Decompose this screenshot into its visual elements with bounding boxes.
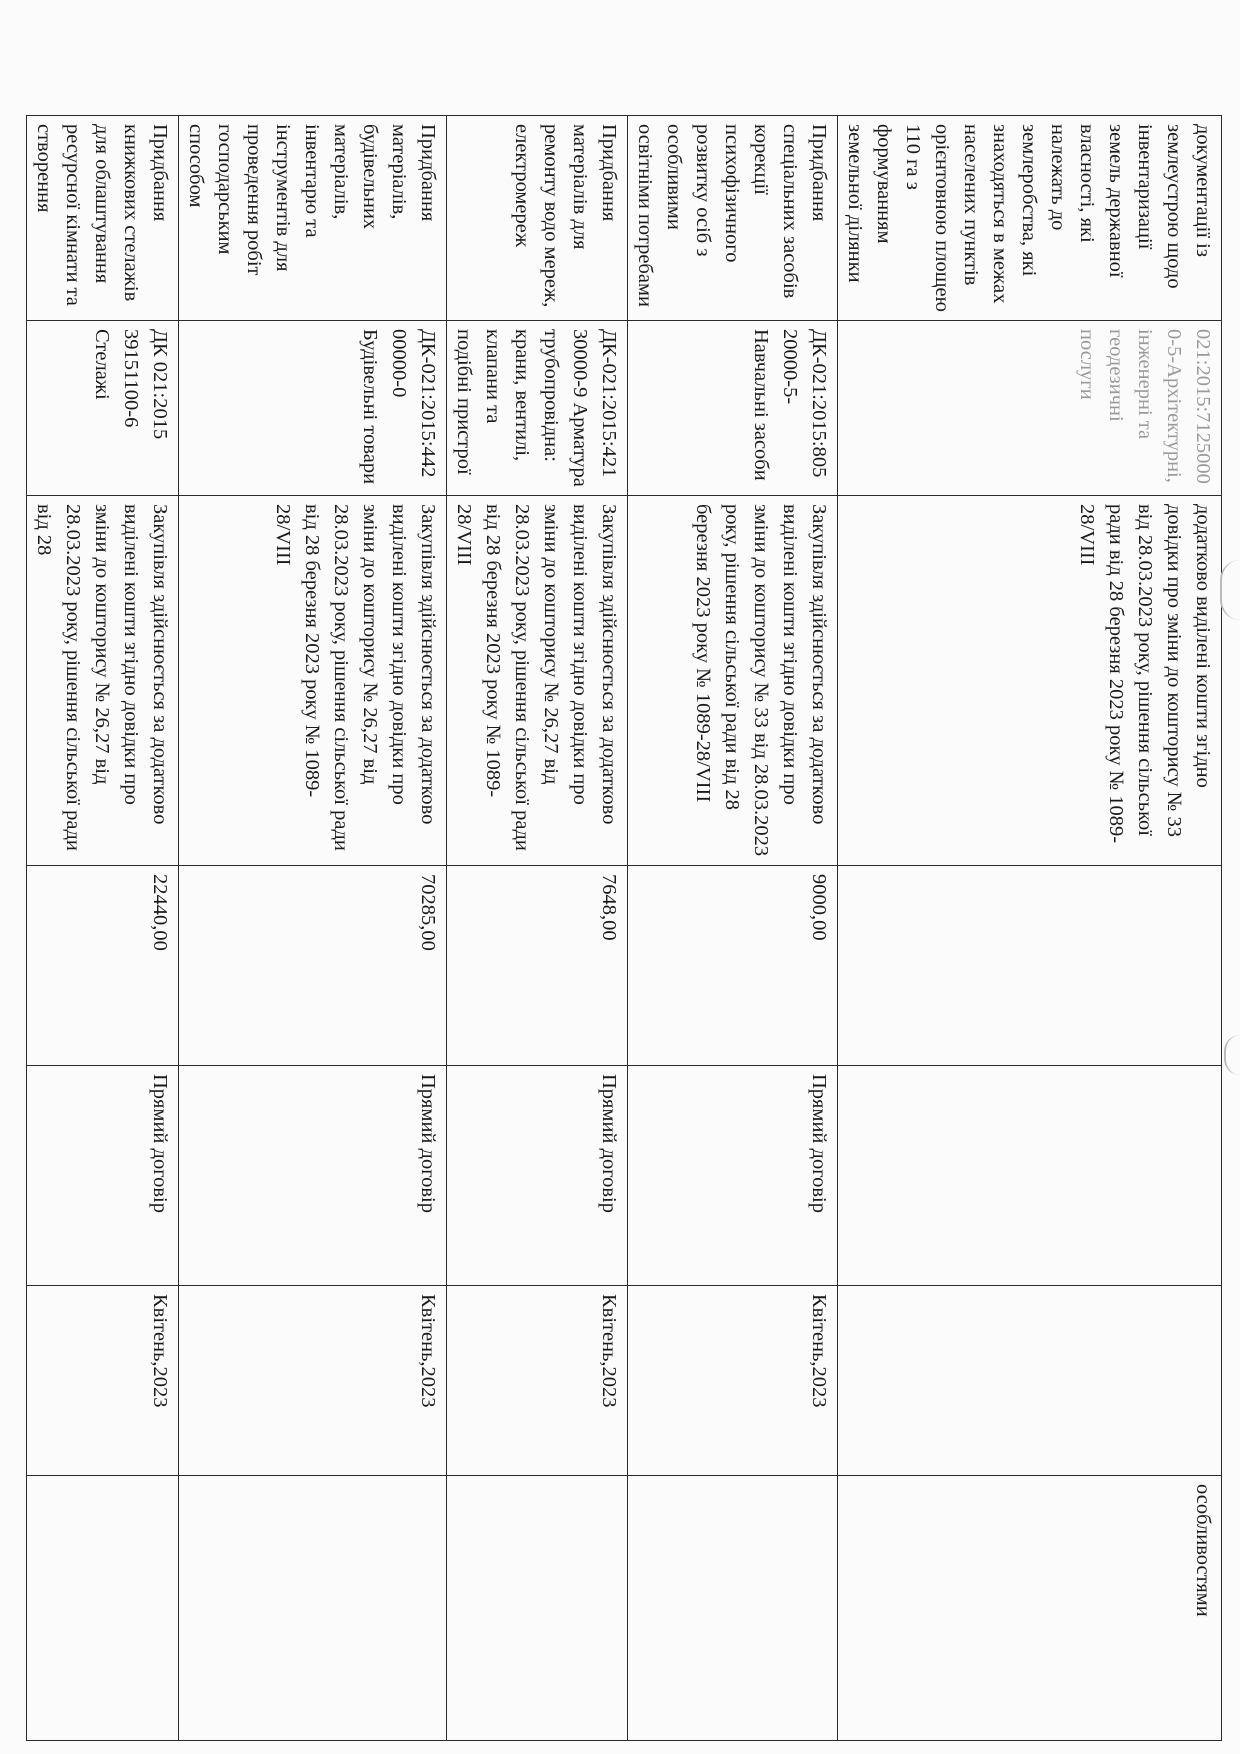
start-date-cell: [838, 1286, 1222, 1476]
expected-cost-cell: 70285,00: [179, 866, 447, 1066]
justification-cell: Закупівля здійснюється за додатково виділені кошти згідно довідки про зміни до кошторису № 33 від 28.03.2023 року, рішення сільської ради від 28 березня 2023 року № 1089-28/VIII: [628, 496, 838, 866]
procurement-plan-table: [26, 115, 1222, 1741]
expected-cost-cell: 7648,00: [447, 866, 628, 1066]
staple-hole-mark: [1220, 560, 1240, 620]
classifier-code-cell: ДК 021:2015 39151100-6 Стелажі: [27, 321, 179, 496]
notes-cell: [179, 1476, 447, 1741]
procedure-cell: Прямий договір: [447, 1066, 628, 1286]
justification-cell: Закупівля здійснюється за додатково виділені кошти згідно довідки про зміни до кошторису № 26,27 від 28.03.2023 року, рішення сільської ради від 28 березня 2023 року № 1089-28/VIII: [447, 496, 628, 866]
table-row: [838, 116, 1222, 1741]
table-row: [447, 116, 628, 1741]
procurement-subject-cell: Придбання матеріалів для ремонту водо мереж, електромереж: [447, 116, 628, 321]
classifier-code-cell: ДК-021:2015:80520000-5-Навчальні засоби: [628, 321, 838, 496]
staple-hole-mark: [1224, 1035, 1240, 1075]
expected-cost-cell: [838, 866, 1222, 1066]
table-row: [628, 116, 838, 1741]
procedure-cell: [838, 1066, 1222, 1286]
start-date-cell: Квітень,2023: [27, 1286, 179, 1476]
classifier-code-cell: ДК-021:2015:44200000-0 Будівельні товари: [179, 321, 447, 496]
procedure-cell: Прямий договір: [179, 1066, 447, 1286]
expected-cost-cell: 9000,00: [628, 866, 838, 1066]
procurement-subject-cell: Придбання матеріалів, будівельних матеріалів, інвентарю та інструментів для проведення робіт господарським способом: [179, 116, 447, 321]
table-row: [179, 116, 447, 1741]
justification-cell: додатково виділені кошти згідно довідки про зміни до кошторису № 33 від 28.03.2023 року, рішення сільської ради від 28 березня 2023 року № 1089-28/VIII: [838, 496, 1222, 866]
rotated-procurement-table: [33, 115, 1222, 1740]
start-date-cell: Квітень,2023: [628, 1286, 838, 1476]
start-date-cell: Квітень,2023: [179, 1286, 447, 1476]
justification-cell: Закупівля здійснюється за додатково виділені кошти згідно довідки про зміни до кошторису № 26,27 від 28.03.2023 року, рішення сільської ради від 28 березня 2023 року № 1089-28/VIII: [179, 496, 447, 866]
notes-cell: [27, 1476, 179, 1741]
classifier-code-cell: ДК-021:2015:42130000-9 Арматура трубопровідна: крани, вентилі, клапани та подібні пристрої: [447, 321, 628, 496]
expected-cost-cell: 22440,00: [27, 866, 179, 1066]
procedure-cell: Прямий договір: [628, 1066, 838, 1286]
procurement-subject-cell: Придбання спеціальних засобів корекції психофізичного розвитку осіб з особливими освітніми потребами: [628, 116, 838, 321]
classifier-code-cell: 021:2015:71250000-5-Архітектурні, інженерні та геодезичні послуги: [838, 321, 1222, 496]
notes-cell: [447, 1476, 628, 1741]
notes-cell: особливостями: [838, 1476, 1222, 1741]
start-date-cell: Квітень,2023: [447, 1286, 628, 1476]
procurement-subject-cell: Придбання книжкових стелажів для облаштування ресурсної кімнати та створення: [27, 116, 179, 321]
procurement-subject-cell: документації із землеустрою щодо інвентаризації земель державної власності, які належать до землеробства, які знаходяться в межах населених пунктів орієнтовною площею 110 га з формуванням земельної ділянки: [838, 116, 1222, 321]
notes-cell: [628, 1476, 838, 1741]
justification-cell: Закупівля здійснюється за додатково виділені кошти згідно довідки про зміни до кошторису № 26,27 від 28.03.2023 року, рішення сільської ради від 28: [27, 496, 179, 866]
table-row: [27, 116, 179, 1741]
procedure-cell: Прямий договір: [27, 1066, 179, 1286]
